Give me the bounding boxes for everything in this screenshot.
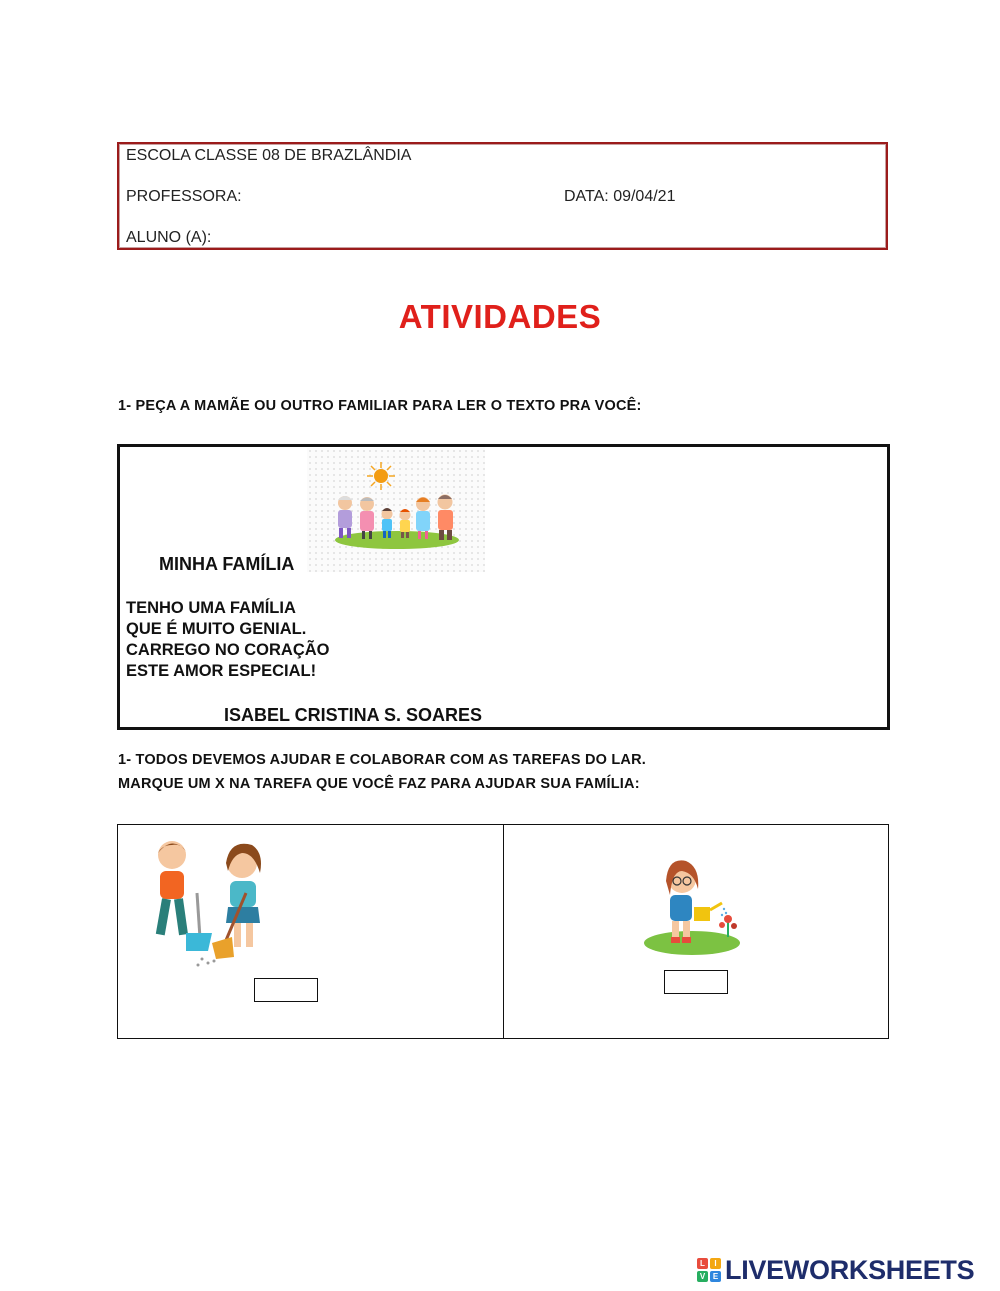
poem-box	[117, 444, 890, 730]
question-2-line-1: 1- TODOS DEVEMOS AJUDAR E COLABORAR COM AS TAREFAS DO LAR.	[118, 752, 646, 768]
school-name: ESCOLA CLASSE 08 DE BRAZLÂNDIA	[126, 147, 412, 164]
poem-title: MINHA FAMÍLIA	[159, 554, 295, 574]
logo-block: L	[697, 1258, 708, 1269]
page-title: ATIVIDADES	[398, 298, 602, 335]
poem-line: TENHO UMA FAMÍLIA	[126, 599, 296, 617]
logo-blocks-icon	[697, 1258, 721, 1282]
student-label: ALUNO (A):	[126, 229, 212, 246]
family-illustration	[307, 448, 485, 572]
liveworksheets-logo	[697, 1254, 974, 1286]
tasks-table	[117, 824, 889, 1039]
task-cell-sweeping	[118, 825, 503, 1038]
girl-watering-plants-illustration	[642, 855, 746, 959]
task-cell-watering	[503, 825, 889, 1038]
poem-line: ESTE AMOR ESPECIAL!	[126, 662, 317, 680]
poem-line: QUE É MUITO GENIAL.	[126, 620, 307, 638]
poem-line: CARREGO NO CORAÇÃO	[126, 641, 330, 659]
question-2-line-2: MARQUE UM X NA TAREFA QUE VOCÊ FAZ PARA AJUDAR SUA FAMÍLIA:	[118, 776, 640, 792]
poem-author: ISABEL CRISTINA S. SOARES	[224, 705, 483, 725]
task-checkbox-watering[interactable]	[664, 970, 728, 994]
task-checkbox-sweeping[interactable]	[254, 978, 318, 1002]
logo-block: I	[710, 1258, 721, 1269]
logo-block: V	[697, 1271, 708, 1282]
logo-block: E	[710, 1271, 721, 1282]
teacher-label: PROFESSORA:	[126, 188, 242, 205]
logo-text: LIVEWORKSHEETS	[725, 1254, 975, 1285]
question-1: 1- PEÇA A MAMÃE OU OUTRO FAMILIAR PARA LER O TEXTO PRA VOCÊ:	[118, 398, 642, 414]
date-label: DATA: 09/04/21	[564, 188, 676, 205]
kids-sweeping-illustration	[142, 833, 282, 973]
